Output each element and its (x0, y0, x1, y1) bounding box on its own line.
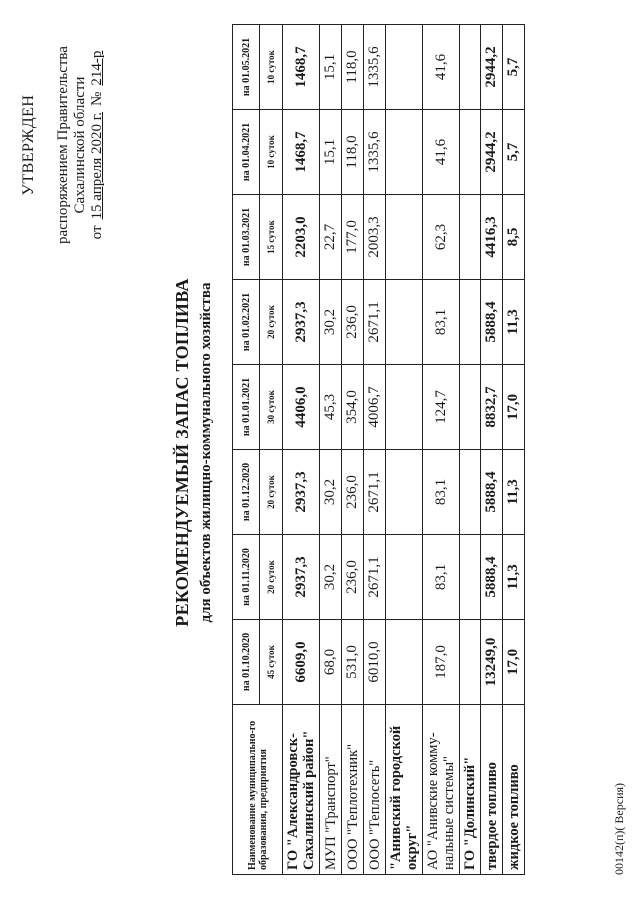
table-row (283, 25, 320, 875)
date-header: на 01.03.2021 (233, 195, 260, 280)
value-cell: 5888,4 (481, 450, 503, 535)
value-cell: 1335,6 (364, 110, 386, 195)
value-cell (460, 535, 481, 620)
date-header: на 01.11.2020 (233, 535, 260, 620)
value-cell: 2937,3 (283, 280, 320, 365)
value-cell: 177,0 (342, 195, 364, 280)
value-cell: 22,7 (320, 195, 342, 280)
value-cell: 2671,1 (364, 535, 386, 620)
value-cell: 124,7 (423, 365, 460, 450)
table-row (342, 25, 364, 875)
value-cell: 4006,7 (364, 365, 386, 450)
value-cell: 236,0 (342, 450, 364, 535)
value-cell: 8,5 (503, 195, 525, 280)
value-cell: 1468,7 (283, 25, 320, 110)
approval-number: 214-р (89, 50, 105, 86)
value-cell: 11,3 (503, 280, 525, 365)
value-cell: 13249,0 (481, 620, 503, 705)
value-cell (460, 280, 481, 365)
value-cell: 17,0 (503, 620, 525, 705)
value-cell: 83,1 (423, 280, 460, 365)
row-name: жидкое топливо (503, 705, 525, 875)
value-cell: 531,0 (342, 620, 364, 705)
table-row (503, 25, 525, 875)
value-cell: 236,0 (342, 535, 364, 620)
value-cell: 4416,3 (481, 195, 503, 280)
date-header: на 01.05.2021 (233, 25, 260, 110)
value-cell (386, 110, 423, 195)
value-cell: 236,0 (342, 280, 364, 365)
value-cell: 2003,3 (364, 195, 386, 280)
row-name: ГО "Долинский" (460, 705, 481, 875)
value-cell (460, 25, 481, 110)
value-cell: 2937,3 (283, 450, 320, 535)
value-cell: 4406,0 (283, 365, 320, 450)
approval-date-row (89, 25, 106, 265)
value-cell: 118,0 (342, 110, 364, 195)
value-cell (386, 280, 423, 365)
value-cell (460, 365, 481, 450)
table-row (460, 25, 481, 875)
value-cell (460, 450, 481, 535)
date-header: на 01.01.2021 (233, 365, 260, 450)
value-cell: 15,1 (320, 25, 342, 110)
table-row (320, 25, 342, 875)
number-label: № (89, 91, 105, 106)
value-cell: 118,0 (342, 25, 364, 110)
duration-header: 45 суток (260, 620, 283, 705)
duration-header: 20 суток (260, 450, 283, 535)
value-cell: 6010,0 (364, 620, 386, 705)
duration-header: 20 суток (260, 535, 283, 620)
duration-header: 20 суток (260, 280, 283, 365)
from-label: от (89, 225, 105, 240)
document-subtitle: для объектов жилищно-коммунального хозяйства (198, 282, 214, 623)
value-cell: 62,3 (423, 195, 460, 280)
date-header: на 01.10.2020 (233, 620, 260, 705)
value-cell: 45,3 (320, 365, 342, 450)
value-cell (386, 25, 423, 110)
value-cell: 2203,0 (283, 195, 320, 280)
row-name: МУП "Транспорт" (320, 705, 342, 875)
value-cell: 2944,2 (481, 110, 503, 195)
approval-line-1: распоряжением Правительства (55, 46, 71, 244)
value-cell (460, 110, 481, 195)
value-cell (386, 450, 423, 535)
value-cell: 187,0 (423, 620, 460, 705)
value-cell: 83,1 (423, 450, 460, 535)
value-cell: 1335,6 (364, 25, 386, 110)
name-column-header: Наименование муниципально-го образования, предприятия (233, 705, 283, 875)
table-row (386, 25, 423, 875)
value-cell: 17,0 (503, 365, 525, 450)
approval-heading: УТВЕРЖДЕН (20, 94, 37, 196)
value-cell: 5,7 (503, 25, 525, 110)
approval-block (20, 25, 106, 265)
value-cell: 5888,4 (481, 280, 503, 365)
value-cell (386, 365, 423, 450)
row-name: "Анивский городской округ" (386, 705, 423, 875)
value-cell: 6609,0 (283, 620, 320, 705)
value-cell: 41,6 (423, 25, 460, 110)
value-cell: 30,2 (320, 280, 342, 365)
document-title: РЕКОМЕНДУЕМЫЙ ЗАПАС ТОПЛИВА (172, 278, 192, 627)
value-cell (460, 195, 481, 280)
value-cell: 1468,7 (283, 110, 320, 195)
value-cell: 11,3 (503, 450, 525, 535)
value-cell (386, 195, 423, 280)
table-row (364, 25, 386, 875)
fuel-table (232, 24, 525, 875)
value-cell: 68,0 (320, 620, 342, 705)
value-cell: 2671,1 (364, 450, 386, 535)
value-cell: 30,2 (320, 535, 342, 620)
row-name: ООО "Теплосеть" (364, 705, 386, 875)
footer-code: 00142(п)( Версия) (612, 782, 626, 875)
value-cell: 2937,3 (283, 535, 320, 620)
duration-header: 10 суток (260, 25, 283, 110)
duration-header: 15 суток (260, 195, 283, 280)
value-cell (386, 535, 423, 620)
value-cell: 354,0 (342, 365, 364, 450)
value-cell (460, 620, 481, 705)
row-name: ГО "Александровск-Сахалинский район" (283, 705, 320, 875)
date-header: на 01.02.2021 (233, 280, 260, 365)
value-cell: 41,6 (423, 110, 460, 195)
value-cell: 30,2 (320, 450, 342, 535)
date-header: на 01.04.2021 (233, 110, 260, 195)
value-cell: 5888,4 (481, 535, 503, 620)
value-cell (386, 620, 423, 705)
duration-header: 10 суток (260, 110, 283, 195)
value-cell: 11,3 (503, 535, 525, 620)
row-name: твердое топливо (481, 705, 503, 875)
value-cell: 8832,7 (481, 365, 503, 450)
value-cell: 5,7 (503, 110, 525, 195)
table-row (481, 25, 503, 875)
row-name: ООО "Теплотехник" (342, 705, 364, 875)
table-row (423, 25, 460, 875)
duration-header: 30 суток (260, 365, 283, 450)
value-cell: 15,1 (320, 110, 342, 195)
value-cell: 2671,1 (364, 280, 386, 365)
value-cell: 83,1 (423, 535, 460, 620)
approval-date: 15 апреля 2020 г. (89, 111, 105, 220)
approval-line-2: Сахалинской области (72, 76, 88, 214)
date-header: на 01.12.2020 (233, 450, 260, 535)
row-name: АО "Анивские комму-нальные системы" (423, 705, 460, 875)
value-cell: 2944,2 (481, 25, 503, 110)
